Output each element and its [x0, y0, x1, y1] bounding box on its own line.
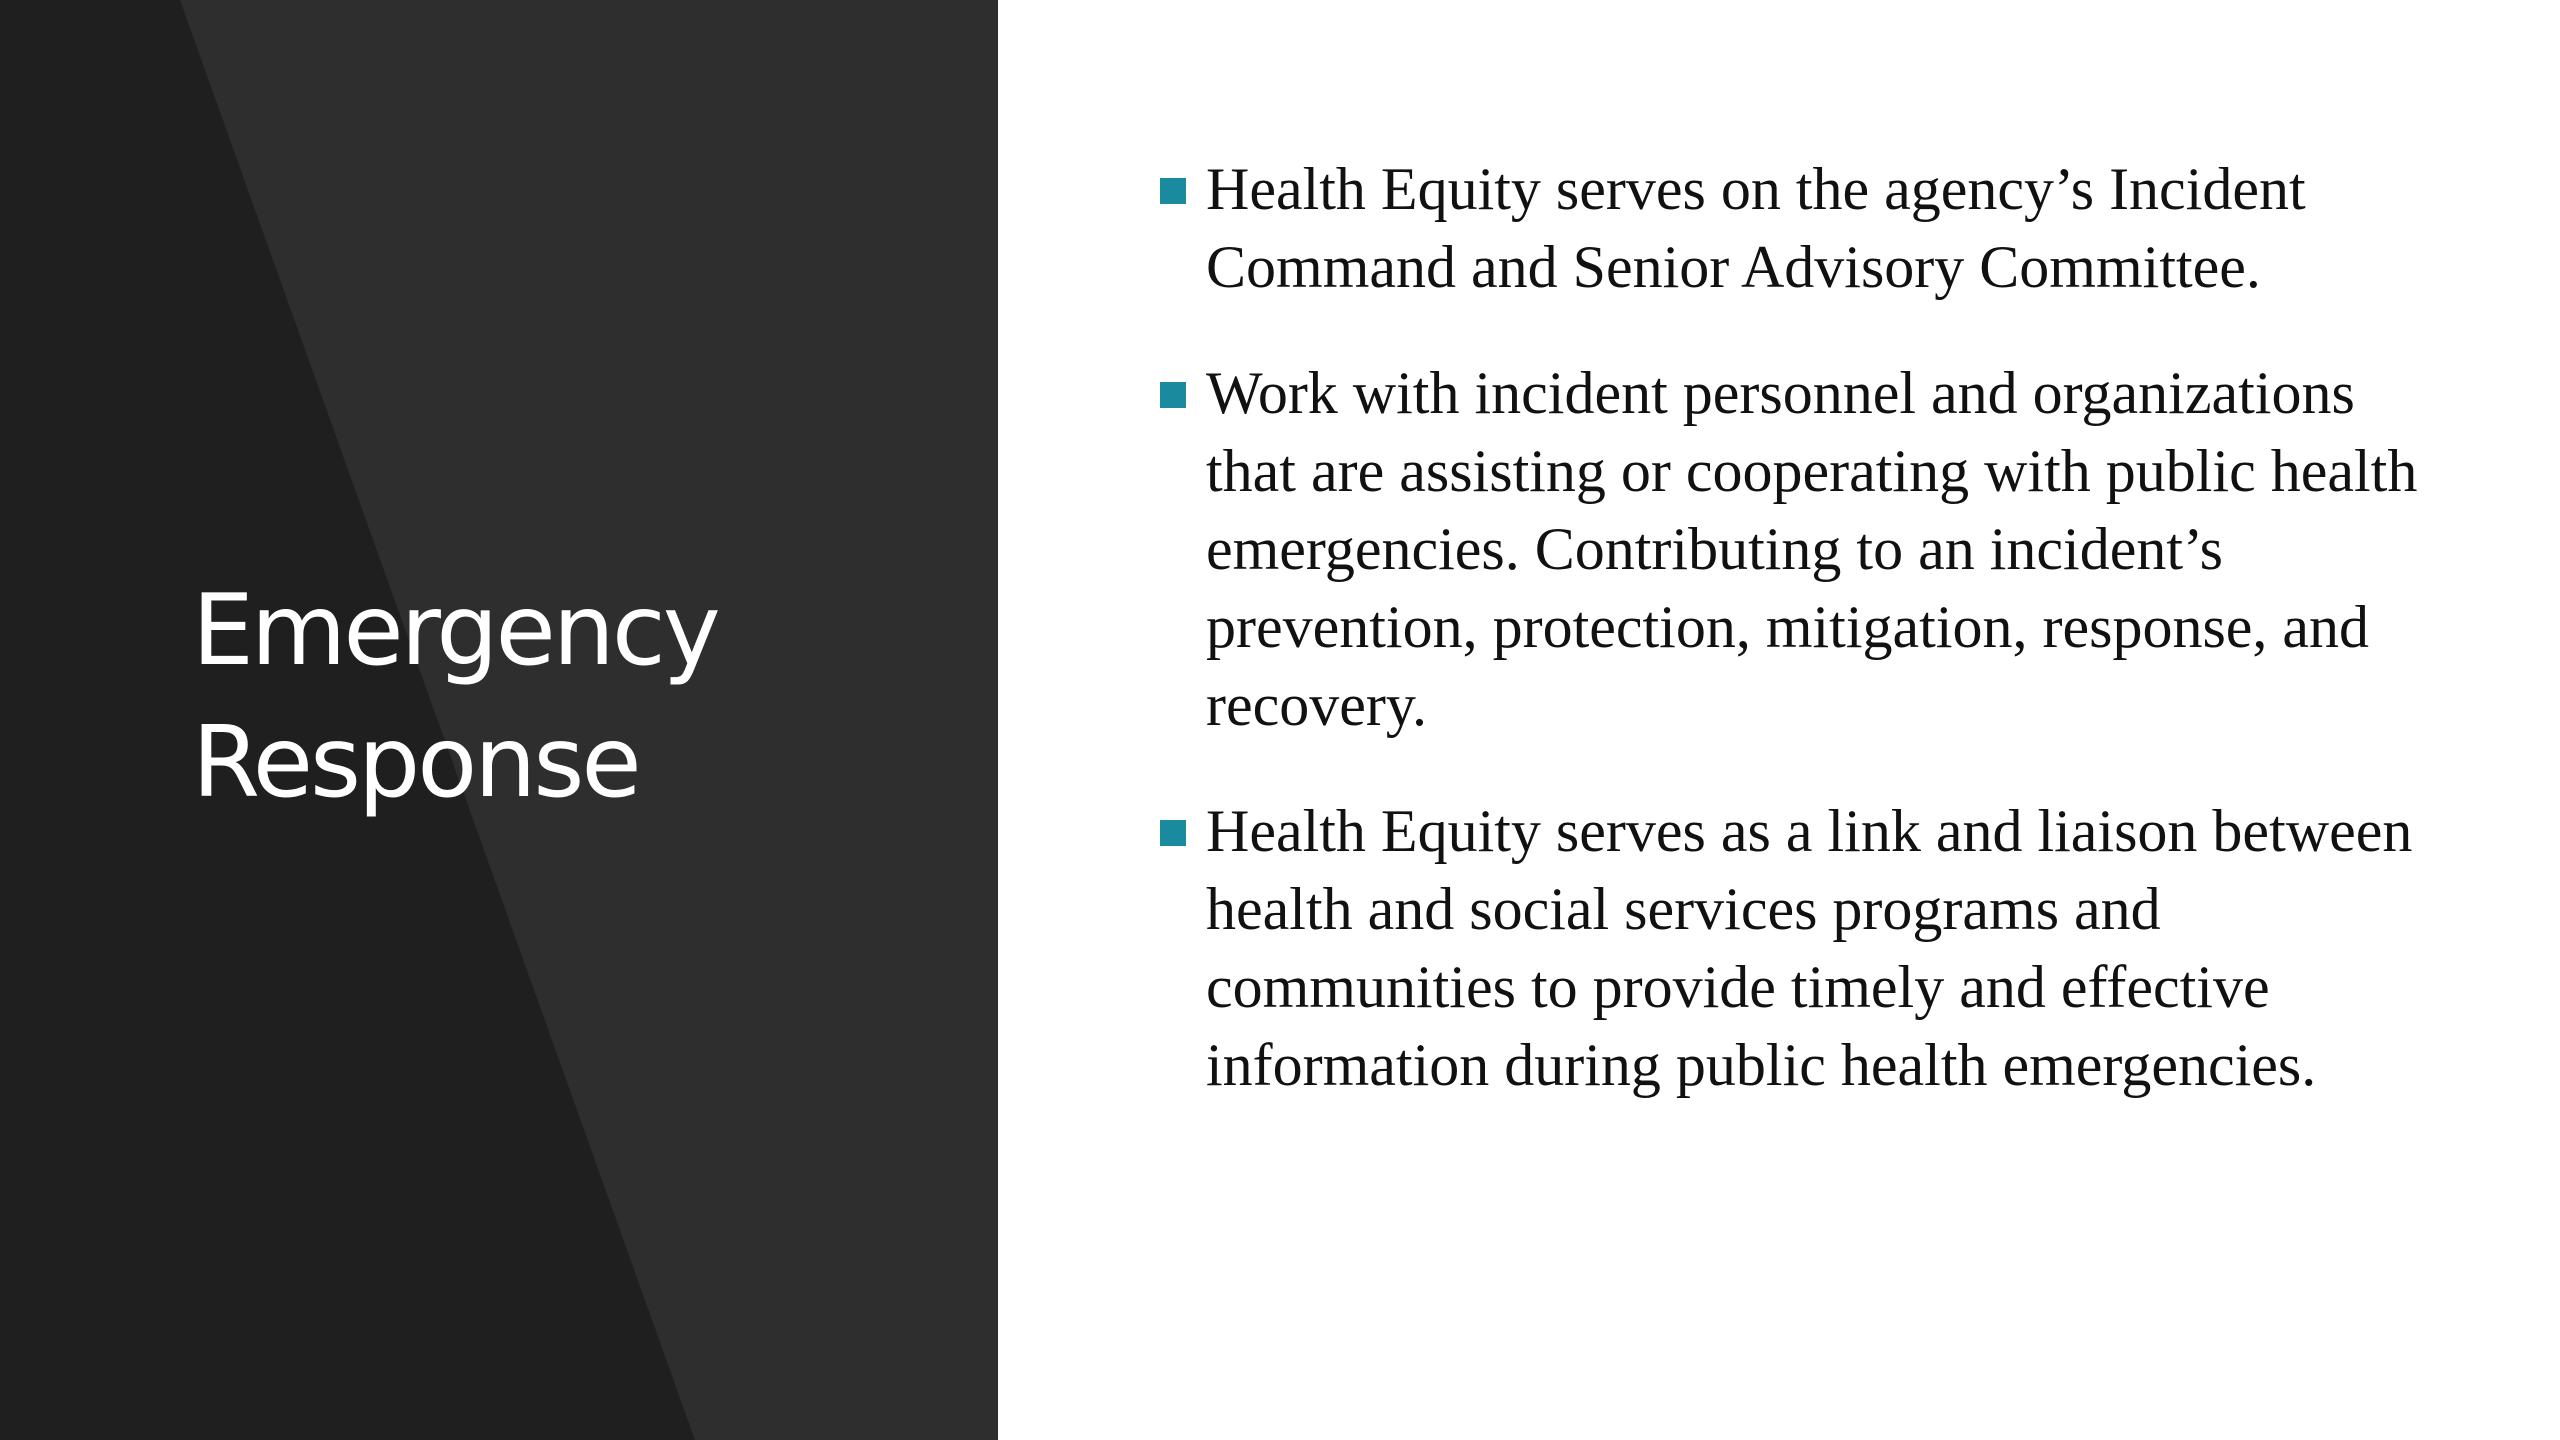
slide-title: Emergency Response [192, 574, 718, 820]
bullet-text: Work with incident personnel and organizations that are assisting or cooperating with public health emergencies. Contributing to an incident’s prevention, protection, mitigation, response, and recovery. [1206, 360, 2418, 738]
bullet-list [1160, 150, 2440, 1152]
square-bullet-icon [1160, 178, 1186, 204]
title-panel [0, 0, 998, 1440]
bullet-item [1160, 792, 2440, 1104]
square-bullet-icon [1160, 382, 1186, 408]
bullet-item [1160, 150, 2440, 306]
bullet-text: Health Equity serves on the agency’s Incident Command and Senior Advisory Committee. [1206, 156, 2306, 300]
bullet-text: Health Equity serves as a link and liaison between health and social services programs and communities to provide timely and effective information during public health emergencies. [1206, 798, 2413, 1098]
square-bullet-icon [1160, 820, 1186, 846]
bullet-item [1160, 354, 2440, 744]
